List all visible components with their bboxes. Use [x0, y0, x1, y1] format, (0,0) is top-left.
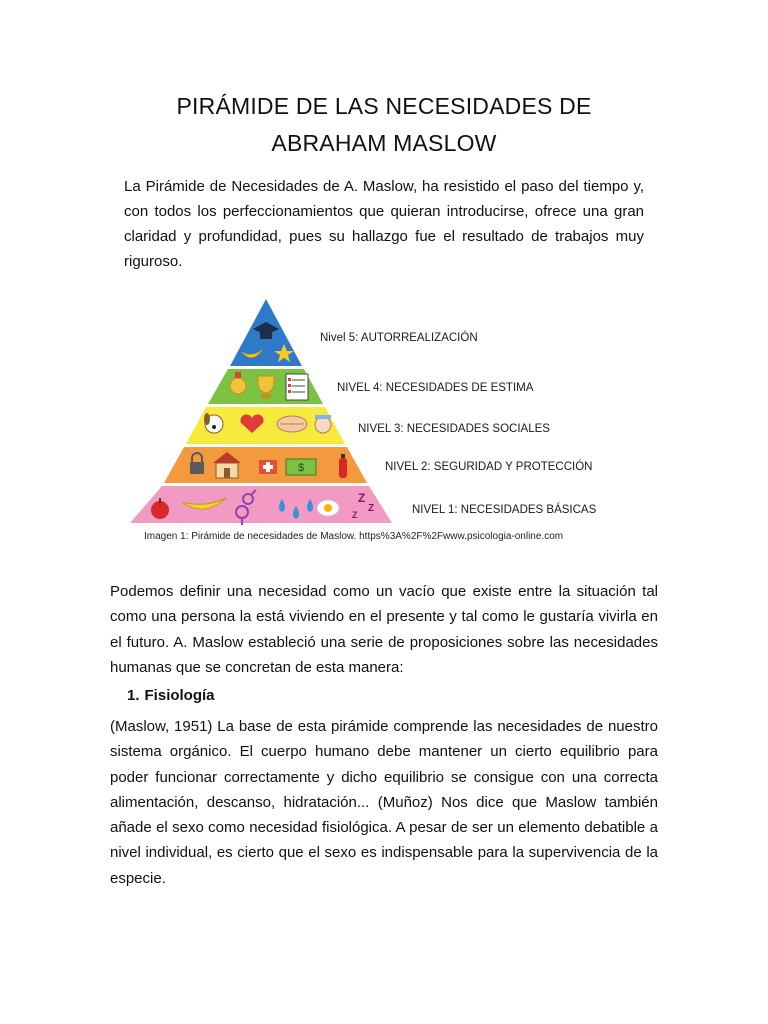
svg-text:$: $ — [297, 462, 305, 474]
svg-text:Z: Z — [352, 510, 358, 520]
fried-egg-icon — [317, 500, 339, 516]
document-title-line-1: PIRÁMIDE DE LAS NECESIDADES DE — [176, 93, 592, 119]
document-title-line-2: ABRAHAM MASLOW — [271, 130, 497, 156]
figure-caption: Imagen 1: Pirámide de necesidades de Maslow. https%3A%2F%2Fwww.psicologia-online.com — [144, 531, 564, 542]
checklist-icon — [286, 374, 308, 400]
level-4-label: NIVEL 4: NECESIDADES DE ESTIMA — [337, 382, 534, 394]
level-2-label: NIVEL 2: SEGURIDAD Y PROTECCIÓN — [385, 461, 593, 473]
svg-text:Z: Z — [368, 503, 375, 514]
section-heading — [127, 687, 215, 704]
maslow-pyramid-diagram — [124, 296, 624, 528]
intro-paragraph: La Pirámide de Necesidades de A. Maslow, ha resistido el paso del tiempo y, con todos los perfeccionamientos que quieran introducirse, ofrece una gran claridad y profundidad, pues su hallazgo fue el resultado de trabajos muy riguroso. — [124, 178, 644, 270]
paragraph-definition: Podemos definir una necesidad como un vacío que existe entre la situación tal como una persona la está viviendo en el presente y tal como le gustaría vivirla en el futuro. A. Maslow estableció una serie de proposiciones sobre las necesidades humanas que se concretan de esta manera: — [110, 583, 658, 676]
svg-text:Z: Z — [358, 491, 366, 505]
section-title: Fisiología — [144, 687, 215, 704]
money-icon — [286, 459, 316, 475]
medicine-bag-icon — [259, 460, 277, 474]
level-1-label: NIVEL 1: NECESIDADES BÁSICAS — [412, 504, 597, 516]
level-3-label: NIVEL 3: NECESIDADES SOCIALES — [358, 423, 550, 435]
handshake-icon — [277, 416, 307, 432]
baby-icon — [315, 415, 331, 433]
maslow-pyramid-figure — [124, 296, 624, 528]
paragraph-fisiologia: (Maslow, 1951) La base de esta pirámide comprende las necesidades de nuestro sistema orgánico. El cuerpo humano debe mantener un cierto equilibrio para poder funcionar correctamente y dicho equilibrio se consigue con una correcta alimentación, descanso, hidratación... (Muñoz) Nos dice que Maslow también añade el sexo como necesidad fisiológica. A pesar de ser un elemento debatible a nivel individual, es cierto que el sexo es indispensable para la supervivencia de la especie. — [110, 718, 658, 887]
section-number: 1. — [127, 687, 140, 704]
level-5-label: Nivel 5: AUTORREALIZACIÓN — [320, 332, 478, 344]
